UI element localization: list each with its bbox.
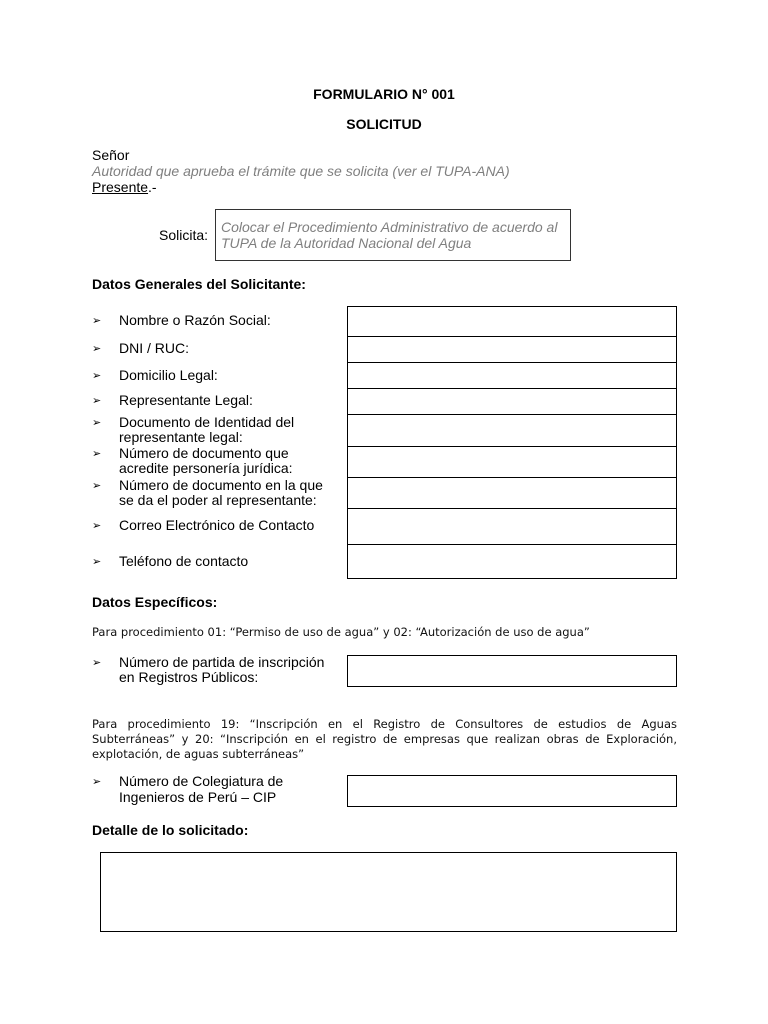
detail-textarea[interactable] [100, 852, 677, 932]
field-box-telefono[interactable] [347, 544, 677, 579]
field-label-doc-identidad-1: Documento de Identidad del [119, 414, 295, 430]
solicita-box[interactable] [215, 209, 571, 261]
bullet-arrow: ➢ [92, 657, 102, 669]
form-number: FORMULARIO N° 001 [313, 86, 455, 102]
general-heading: Datos Generales del Solicitante: [92, 276, 306, 292]
field-label-cip-2: Ingenieros de Perú – CIP [119, 789, 277, 805]
bullet-arrow: ➢ [92, 343, 102, 355]
detail-heading: Detalle de lo solicitado: [92, 822, 249, 838]
field-label-cip-1: Número de Colegiatura de [119, 773, 284, 789]
specific-note-1: Para procedimiento 01: “Permiso de uso de agua” y 02: “Autorización de uso de agua” [92, 625, 590, 639]
field-box-partida[interactable] [347, 655, 677, 687]
field-label-correo: Correo Electrónico de Contacto [119, 517, 315, 533]
specific-note-2-line3: explotación, de aguas subterráneas” [92, 747, 305, 761]
authority-placeholder: Autoridad que aprueba el trámite que se solicita (ver el TUPA-ANA) [92, 163, 510, 179]
solicita-label: Solicita: [159, 227, 209, 243]
bullet-arrow: ➢ [92, 480, 102, 492]
bullet-arrow: ➢ [92, 315, 102, 327]
specific-note-2-line2: Subterráneas” y 20: “Inscripción en el registro de empresas que realizan obras de Exploración, [92, 732, 677, 746]
bullet-arrow: ➢ [92, 556, 102, 568]
bullet-arrow: ➢ [92, 417, 102, 429]
field-label-personeria-2: acredite personería jurídica: [119, 460, 293, 476]
field-box-dni-ruc[interactable] [347, 336, 677, 363]
field-box-poder[interactable] [347, 477, 677, 509]
bullet-arrow: ➢ [92, 370, 102, 382]
specific-heading: Datos Específicos: [92, 594, 218, 610]
salutation: Señor [92, 147, 130, 163]
field-label-personeria-1: Número de documento que [119, 445, 289, 461]
field-label-domicilio: Domicilio Legal: [119, 367, 218, 383]
form-title: SOLICITUD [346, 116, 422, 132]
presente-line [92, 179, 157, 195]
field-box-correo[interactable] [347, 508, 677, 545]
field-box-cip[interactable] [347, 775, 677, 807]
field-box-representante[interactable] [347, 388, 677, 415]
specific-note-2-line1: Para procedimiento 19: “Inscripción en el Registro de Consultores de estudios de Aguas [92, 717, 677, 731]
field-box-personeria[interactable] [347, 446, 677, 478]
field-label-telefono: Teléfono de contacto [119, 553, 249, 569]
field-label-partida-1: Número de partida de inscripción [119, 654, 325, 670]
presente-word: Presente [92, 179, 149, 195]
bullet-arrow: ➢ [92, 395, 102, 407]
field-label-representante: Representante Legal: [119, 392, 253, 408]
field-label-partida-2: en Registros Públicos: [119, 669, 259, 685]
field-label-poder-1: Número de documento en la que [119, 477, 323, 493]
field-box-domicilio[interactable] [347, 362, 677, 389]
field-label-dni-ruc: DNI / RUC: [119, 340, 189, 356]
bullet-arrow: ➢ [92, 520, 102, 532]
presente-suffix: .- [148, 179, 157, 195]
field-label-poder-2: se da el poder al representante: [119, 492, 317, 508]
solicita-placeholder-line1: Colocar el Procedimiento Administrativo de acuerdo al [221, 219, 558, 235]
field-box-nombre[interactable] [347, 306, 677, 337]
solicita-placeholder-line2: TUPA de la Autoridad Nacional del Agua [221, 235, 472, 251]
bullet-arrow: ➢ [92, 776, 102, 788]
bullet-arrow: ➢ [92, 448, 102, 460]
field-label-doc-identidad-2: representante legal: [119, 429, 243, 445]
field-label-nombre: Nombre o Razón Social: [119, 312, 271, 328]
field-box-doc-identidad[interactable] [347, 414, 677, 447]
